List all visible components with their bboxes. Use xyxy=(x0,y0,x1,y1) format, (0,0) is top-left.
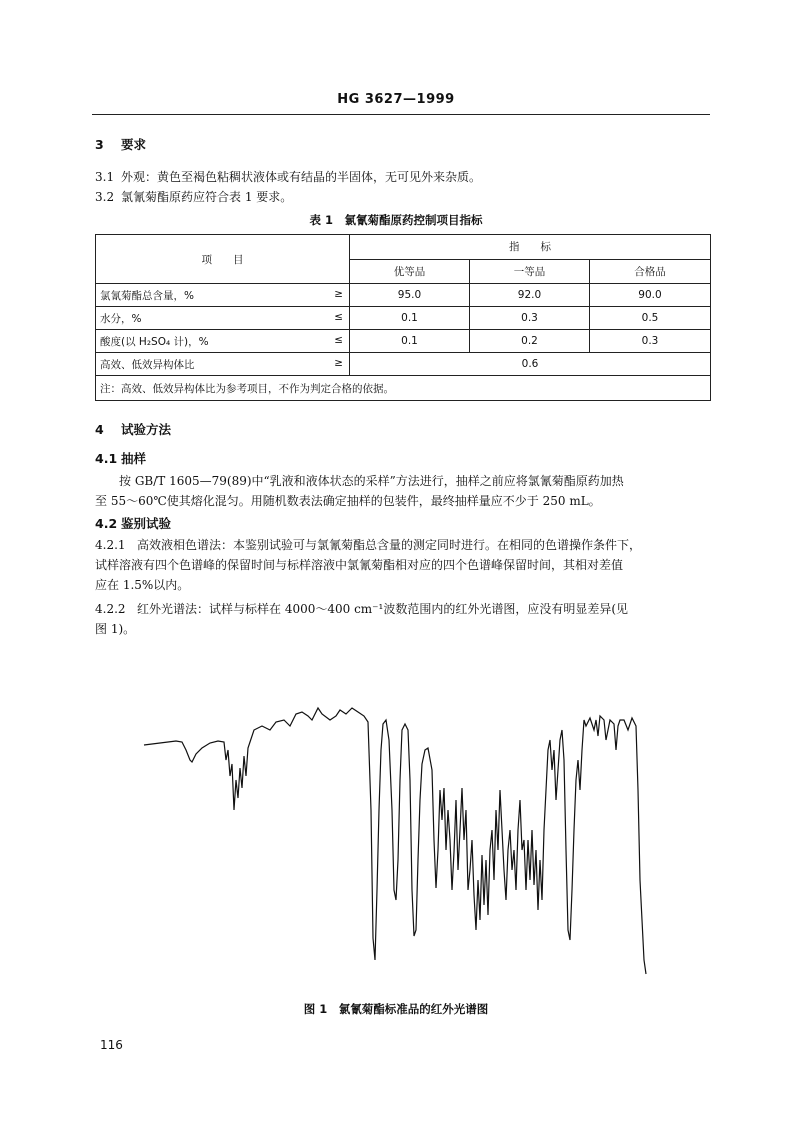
grade-header: 一等品 xyxy=(470,259,590,284)
row-item xyxy=(96,307,350,330)
comparison-symbol: ≤ xyxy=(334,311,343,323)
spec-table xyxy=(95,234,711,401)
section-4-1-heading xyxy=(95,449,146,467)
clause-3-1 xyxy=(95,168,481,187)
para-4-2-1-line-3: 应在 1.5%以内。 xyxy=(95,578,190,592)
table-row xyxy=(96,284,711,307)
clause-3-1-number: 3.1 xyxy=(95,170,115,184)
figure-1-caption: 图 1 氯氰菊酯标准品的红外光谱图 xyxy=(303,1002,489,1016)
section-4-1-title: 抽样 xyxy=(121,451,147,466)
grade-header: 优等品 xyxy=(350,259,470,284)
row-item-label: 氯氰菊酯总含量，% xyxy=(100,289,194,302)
row-value: 0.1 xyxy=(350,330,470,353)
item-header: 项 目 xyxy=(96,235,350,284)
table-note: 注：高效、低效异构体比为参考项目，不作为判定合格的依据。 xyxy=(96,376,711,401)
row-value: 92.0 xyxy=(470,284,590,307)
section-4-heading xyxy=(95,420,171,438)
section-4-2-title: 鉴别试验 xyxy=(121,516,172,531)
section-4-title: 试验方法 xyxy=(121,422,172,437)
row-item-label: 高效、低效异构体比 xyxy=(100,358,195,371)
section-4-1-number: 4.1 xyxy=(95,451,118,466)
grade-header: 合格品 xyxy=(590,259,711,284)
para-4-1-line-2: 至 55～60℃使其熔化混匀。用随机数表法确定抽样的包装件，最终抽样量应不少于 250 mL。 xyxy=(95,494,601,508)
ir-spectrum-trace xyxy=(144,708,646,974)
para-4-2-2-line-1 xyxy=(95,600,628,619)
row-value: 0.2 xyxy=(470,330,590,353)
clause-3-2-text: 氯氰菊酯原药应符合表 1 要求。 xyxy=(121,190,293,204)
section-3-title: 要求 xyxy=(121,137,147,152)
comparison-symbol: ≥ xyxy=(334,357,343,369)
table-row xyxy=(96,307,711,330)
clause-4-2-1-number: 4.2.1 xyxy=(95,538,126,552)
document-header: HG 3627—1999 xyxy=(337,92,455,107)
comparison-symbol: ≥ xyxy=(334,288,343,300)
row-item xyxy=(96,353,350,376)
table-1-caption: 表 1 氯氰菊酯原药控制项目指标 xyxy=(309,213,483,227)
para-4-2-1-line-1 xyxy=(95,536,641,555)
page-number: 116 xyxy=(100,1038,123,1052)
row-item-label: 水分，% xyxy=(100,312,142,325)
row-value: 0.3 xyxy=(470,307,590,330)
row-value: 95.0 xyxy=(350,284,470,307)
para-4-2-2-line-2: 图 1)。 xyxy=(95,622,136,636)
clause-3-2 xyxy=(95,188,292,207)
section-4-2-number: 4.2 xyxy=(95,516,118,531)
comparison-symbol: ≤ xyxy=(334,334,343,346)
header-rule xyxy=(92,114,710,115)
clause-3-2-number: 3.2 xyxy=(95,190,115,204)
table-row xyxy=(96,330,711,353)
para-4-2-1-line-2: 试样溶液有四个色谱峰的保留时间与标样溶液中氯氰菊酯相对应的四个色谱峰保留时间，其相对差值 xyxy=(95,558,624,572)
row-item xyxy=(96,330,350,353)
ratio-value: 0.6 xyxy=(350,353,711,376)
clause-4-2-1-text: 高效液相色谱法：本鉴别试验可与氯氰菊酯总含量的测定同时进行。在相同的色谱操作条件下， xyxy=(137,538,642,552)
section-4-2-heading xyxy=(95,514,171,532)
row-item xyxy=(96,284,350,307)
section-4-number: 4 xyxy=(95,422,104,437)
row-value: 0.1 xyxy=(350,307,470,330)
clause-4-2-2-number: 4.2.2 xyxy=(95,602,126,616)
table-row xyxy=(96,353,711,376)
clause-4-2-2-text: 红外光谱法：试样与标样在 4000～400 cm⁻¹波数范围内的红外光谱图，应没有明显差异(见 xyxy=(137,602,629,616)
row-item-label: 酸度(以 H₂SO₄ 计)，% xyxy=(100,335,209,348)
section-3-number: 3 xyxy=(95,137,104,152)
row-value: 0.3 xyxy=(590,330,711,353)
section-3-heading xyxy=(95,135,146,153)
clause-3-1-text: 外观：黄色至褐色粘稠状液体或有结晶的半固体，无可见外来杂质。 xyxy=(121,170,482,184)
ir-spectrum xyxy=(130,690,670,990)
row-value: 90.0 xyxy=(590,284,711,307)
para-4-1-line-1: 按 GB/T 1605—79(89)中“乳液和液体状态的采样”方法进行，抽样之前应将氯氰菊酯原药加热 xyxy=(119,474,624,488)
row-value: 0.5 xyxy=(590,307,711,330)
index-header: 指 标 xyxy=(350,235,711,260)
